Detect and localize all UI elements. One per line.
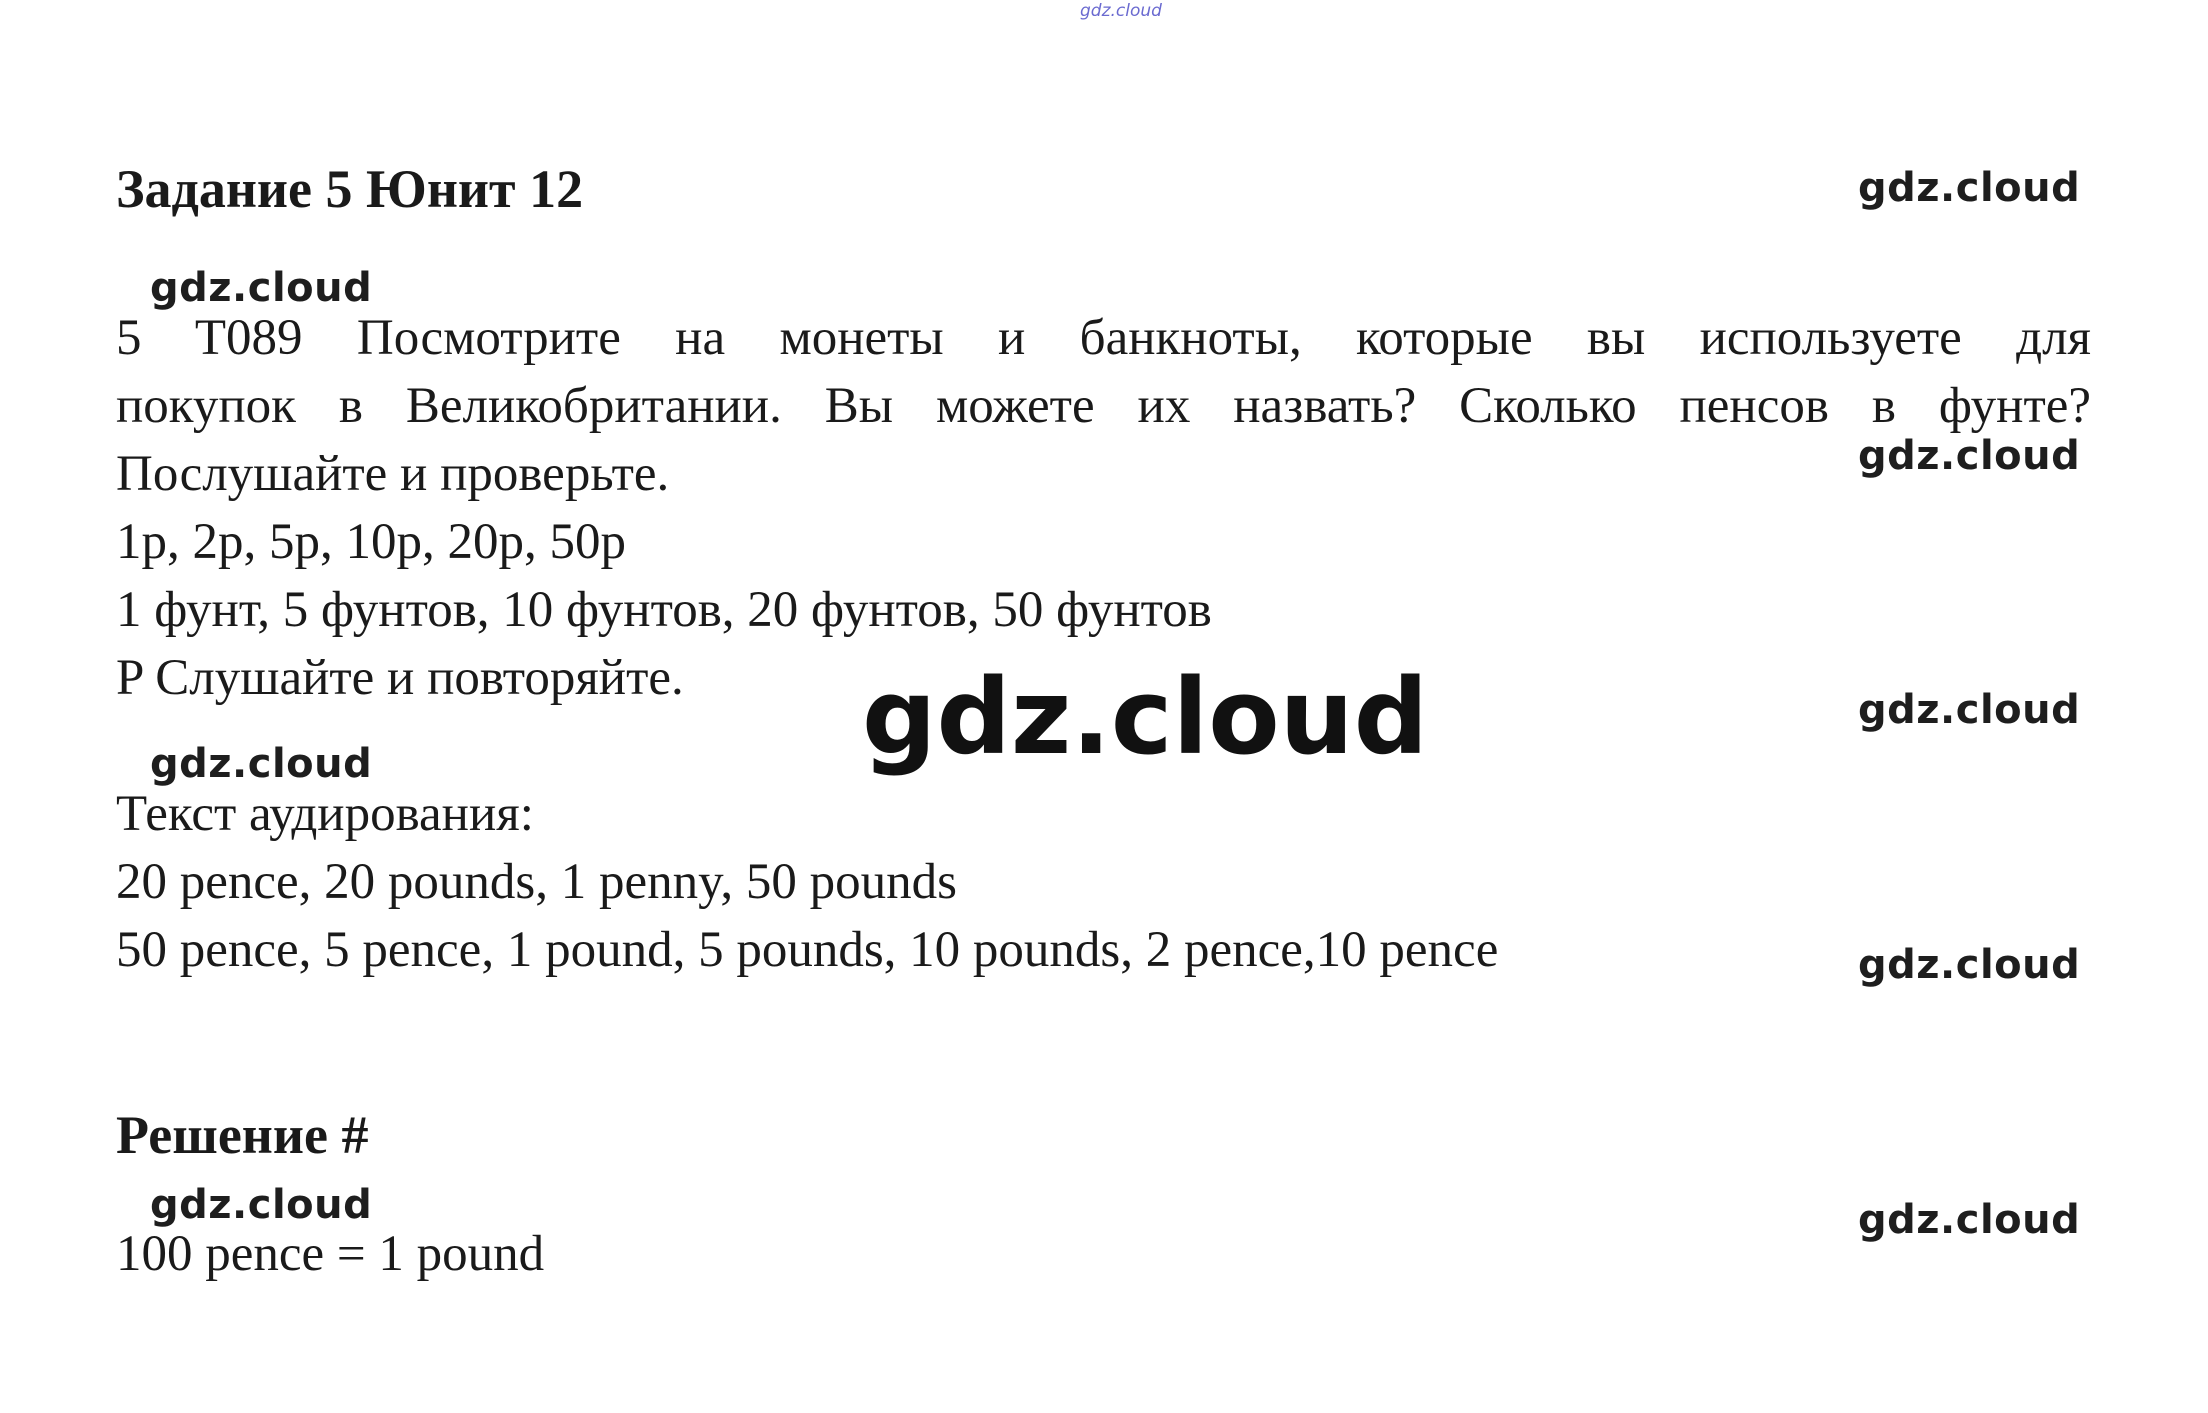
watermark: gdz.cloud	[150, 1182, 373, 1228]
coins-list: 1p, 2p, 5p, 10p, 20p, 50p	[116, 514, 626, 570]
watermark: gdz.cloud	[1858, 1197, 2081, 1243]
task-title: Задание 5 Юнит 12	[116, 159, 584, 219]
watermark: gdz.cloud	[1858, 687, 2081, 733]
watermark: gdz.cloud	[1858, 433, 2081, 479]
watermark: gdz.cloud	[1858, 942, 2081, 988]
task-text-line-6: P Слушайте и повторяйте.	[116, 650, 684, 706]
task-text-line-2: покупок в Великобритании. Вы можете их назвать? Сколько пенсов в фунте?	[116, 378, 2091, 434]
audio-label: Текст аудирования:	[116, 786, 534, 842]
solution-line-1: 100 pence = 1 pound	[116, 1226, 545, 1282]
watermark-center: gdz.cloud	[862, 656, 1429, 778]
watermark: gdz.cloud	[150, 741, 373, 787]
audio-line-1: 20 pence, 20 pounds, 1 penny, 50 pounds	[116, 854, 957, 910]
solution-title: Решение #	[116, 1105, 369, 1165]
audio-line-2: 50 pence, 5 pence, 1 pound, 5 pounds, 10 pounds, 2 pence,10 pence	[116, 922, 1499, 978]
watermark-top: gdz.cloud	[1080, 1, 1162, 21]
task-text-line-1: 5 T089 Посмотрите на монеты и банкноты, которые вы используете для	[116, 310, 2091, 366]
task-text-line-3: Послушайте и проверьте.	[116, 446, 670, 502]
watermark: gdz.cloud	[150, 265, 373, 311]
notes-list: 1 фунт, 5 фунтов, 10 фунтов, 20 фунтов, 50 фунтов	[116, 582, 1212, 638]
watermark: gdz.cloud	[1858, 165, 2081, 211]
